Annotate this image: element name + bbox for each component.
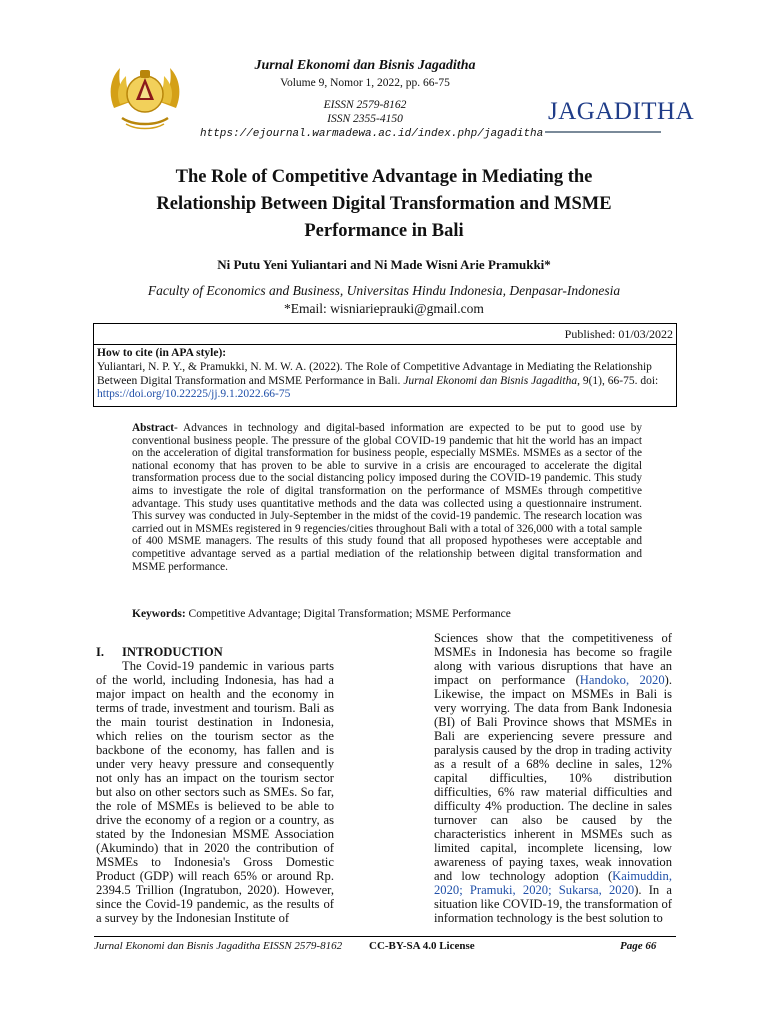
journal-url[interactable]: https://ejournal.warmadewa.ac.id/index.php/jagaditha — [200, 128, 544, 140]
paragraph-text: Sciences show that the competitiveness of MSMEs in Indonesia has become so fragile along with various disruptions that have an impact on performance ( — [434, 631, 672, 687]
title-line: Relationship Between Digital Transformation and MSME — [156, 194, 612, 214]
journal-brand-logo: JAGADITHA — [548, 98, 695, 125]
journal-eissn: EISSN 2579-8162 — [323, 99, 407, 111]
citation-link[interactable]: Handoko, 2020 — [579, 673, 665, 687]
how-to-cite-heading: How to cite (in APA style): — [97, 347, 227, 359]
body-column-right — [434, 631, 672, 925]
citation-journal: Jurnal Ekonomi dan Bisnis Jagaditha — [403, 374, 578, 387]
title-line: The Role of Competitive Advantage in Mediating the — [175, 167, 593, 187]
university-emblem-icon — [104, 56, 186, 138]
section-heading — [96, 645, 334, 659]
keywords-text: Competitive Advantage; Digital Transformation; MSME Performance — [188, 608, 511, 620]
abstract-text: - Advances in technology and digital-based information are expected to be put to good use by conventional business people. The pressure of the global COVID-19 pandemic that hit the world has an impact on the acceleration of digital transformation for business people, especially MSMEs. MSMEs as a sector of the national economy that has proven to be able to survive in a crisis are encouraged to accelerate the digital transformation process due to the social distancing policy imposed during the COVID-19 pandemic. This study aims to investigate the role of digital transformation on the performance of MSMEs through competitive advantage. This study uses quantitative methods and the data was collected using a questionnaire instrument. This survey was conducted in July-September in the midst of the covid-19 pandemic. The research location was carried out in MSMEs registered in 9 regencies/cities throughout Bali with a total of 326,000 with a total sample of 400 MSME managers. The results of this study found that all proposed hypotheses were acceptable and competitive advantage served as a partial mediation of the relationship between digital transformation and MSME performance. — [132, 422, 642, 573]
paragraph-text: ). Likewise, the impact on MSMEs in Bali is very worrying. The data from Bank Indonesia (BI) of Bali Province shows that MSMEs in Bali are experiencing severe pressure and paralysis caused by the drop in trading activity as a result of a 68% decline in sales, 12% capital difficulties, 10% distribution difficulties, 6% raw material difficulties and difficulty 4% production. The decline in sales turnover can also be caused by the characteristics inherent in MSMEs such as limited capital, incomplete licensing, low awareness of paying taxes, weak innovation and low technology adoption ( — [434, 673, 672, 883]
page-number: Page 66 — [620, 940, 657, 952]
footer-divider — [94, 936, 676, 937]
footer-license: CC-BY-SA 4.0 License — [369, 940, 475, 952]
brand-underline — [545, 131, 661, 133]
citation-divider — [93, 344, 677, 345]
citation-link[interactable]: Kaimuddin, 2020; Pramuki, 2020; Sukarsa, 2020 — [434, 869, 672, 897]
section-number: I. — [96, 645, 105, 659]
journal-title: Jurnal Ekonomi dan Bisnis Jagaditha — [254, 58, 476, 73]
abstract-label: Abstract — [132, 422, 175, 434]
footer-journal: Jurnal Ekonomi dan Bisnis Jagaditha EISSN 2579-8162 — [94, 940, 343, 952]
section-title: INTRODUCTION — [122, 645, 223, 659]
citation-volume-pages: , 9(1), 66-75. doi: — [577, 374, 659, 387]
article-title — [110, 164, 658, 245]
journal-issn: ISSN 2355-4150 — [327, 113, 403, 125]
keywords-label: Keywords: — [132, 608, 186, 620]
abstract — [132, 422, 642, 573]
author-email: *Email: wisniarieprauki@gmail.com — [284, 301, 484, 316]
paragraph-text: ). In a situation like COVID-19, the transformation of information technology is the best solution to — [434, 883, 672, 925]
affiliation: Faculty of Economics and Business, Universitas Hindu Indonesia, Denpasar-Indonesia — [147, 283, 621, 298]
journal-volume: Volume 9, Nomor 1, 2022, pp. 66-75 — [280, 77, 450, 89]
citation-body: Yuliantari, N. P. Y., & Pramukki, N. M. W. A. (2022). The Role of Competitive Advantage in Mediating the Relationship Between Digital Transformation and MSME Performance in Bali. — [97, 361, 652, 387]
citation-text — [97, 361, 673, 402]
title-line: Performance in Bali — [304, 221, 464, 241]
keywords — [132, 608, 642, 620]
doi-link[interactable]: https://doi.org/10.22225/jj.9.1.2022.66-75 — [97, 388, 291, 400]
authors: Ni Putu Yeni Yuliantari and Ni Made Wisni Arie Pramukki* — [217, 257, 551, 272]
published-date: Published: 01/03/2022 — [564, 327, 673, 341]
intro-paragraph: The Covid-19 pandemic in various parts of the world, including Indonesia, has had a major impact on health and the economy in terms of trade, investment and tourism. Bali as the main tourist destination in Indonesia, which relies on the tourism sector as the backbone of the economy, has fallen and is under very heavy pressure and consequently not only has an impact on the tourism sector but also on other sectors such as SMEs. So far, the role of MSMEs is believed to be able to drive the economy of a region or a country, as stated by the Indonesian MSME Association (Akumindo) that in 2020 the contribution of MSMEs to Indonesia's Gross Domestic Product (GDP) will reach 65% or around Rp. 2394.5 Trillion (Ingratubon, 2020). However, since the Covid-19 pandemic, as the results of a survey by the Indonesian Institute of — [96, 659, 334, 925]
body-column-left — [96, 645, 334, 925]
